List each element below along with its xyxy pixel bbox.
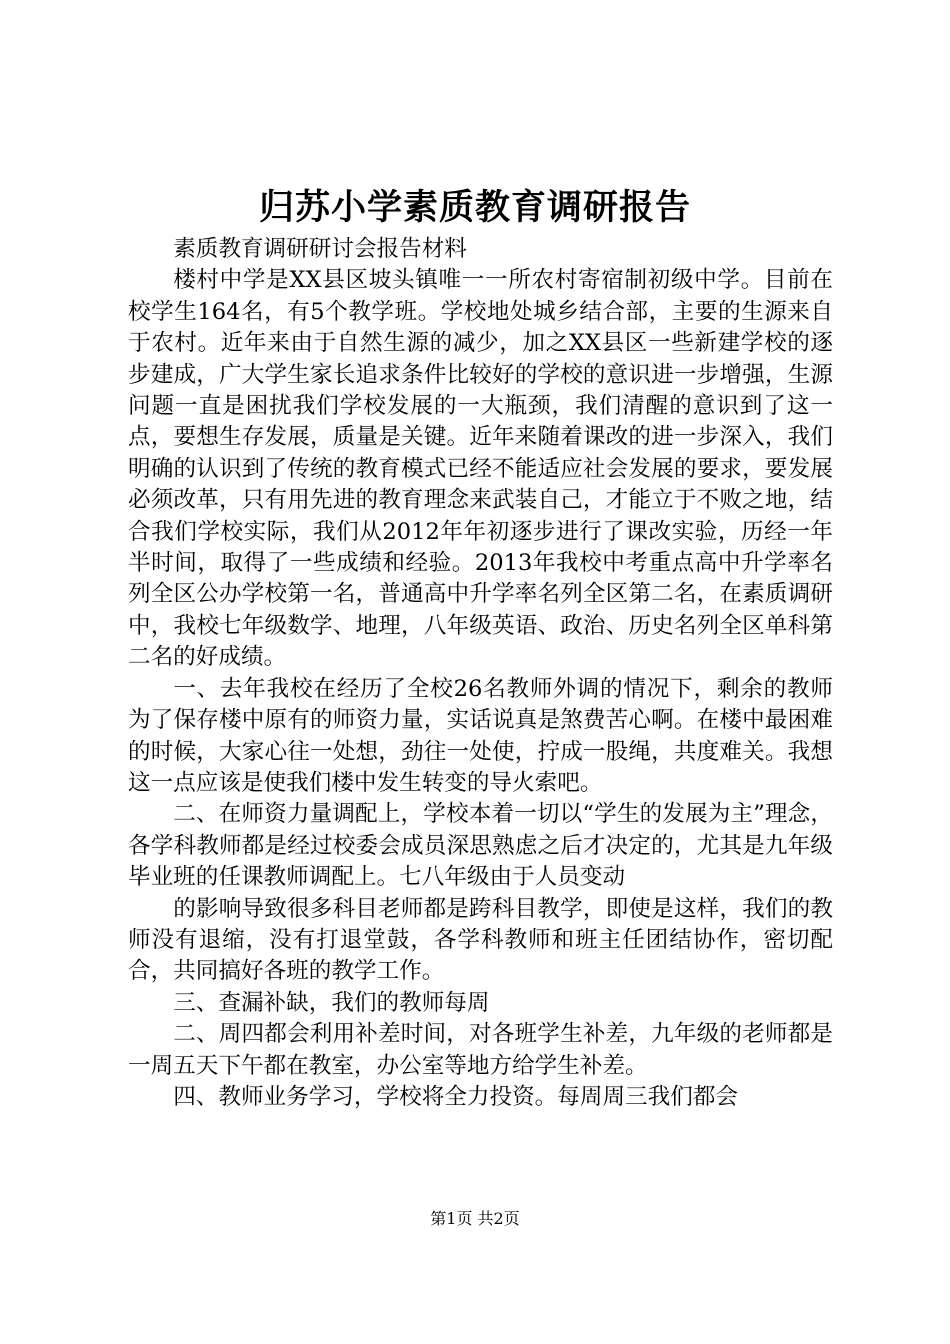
paragraph-section-1: 一、去年我校在经历了全校26名教师外调的情况下，剩余的教师为了保存楼中原有的师资力量，实话说真是煞费苦心啊。在楼中最困难的时候，大家心往一处想，劲往一处使，拧成一股绳，共度难关。我想这一点应该是使我们楼中发生转变的导火索吧。: [128, 675, 833, 796]
paragraph-subtitle: 素质教育调研研讨会报告材料: [173, 236, 467, 262]
document-body: [128, 234, 833, 1113]
page-footer: 第1页 共2页: [430, 1209, 520, 1228]
paragraph-intro: 楼村中学是XX县区坡头镇唯一一所农村寄宿制初级中学。目前在校学生164名，有5个教学班。学校地处城乡结合部，主要的生源来自于农村。近年来由于自然生源的减少，加之XX县区一些新建学校的逐步建成，广大学生家长追求条件比较好的学校的意识进一步增强，生源问题一直是困扰我们学校发展的一大瓶颈，我们清醒的意识到了这一点，要想生存发展，质量是关键。近年来随着课改的进一步深入，我们明确的认识到了传统的教育模式已经不能适应社会发展的要求，要发展必须改革，只有用先进的教育理念来武装自己，才能立于不败之地，结合我们学校实际，我们从2012年年初逐步进行了课改实验，历经一年半时间，取得了一些成绩和经验。2013年我校中考重点高中升学率名列全区公办学校第一名，普通高中升学率名列全区第二名，在素质调研中，我校七年级数学、地理，八年级英语、政治、历史名列全区单科第二名的好成绩。: [128, 267, 833, 671]
paragraph-section-2-continued: 的影响导致很多科目老师都是跨科目教学，即使是这样，我们的教师没有退缩，没有打退堂鼓，各学科教师和班主任团结协作，密切配合，共同搞好各班的教学工作。: [128, 895, 833, 985]
paragraph-section-4: 四、教师业务学习，学校将全力投资。每周周三我们都会: [173, 1083, 739, 1110]
document-title: 归苏小学素质教育调研报告: [258, 187, 691, 228]
paragraph-section-3-continued: 二、周四都会利用补差时间，对各班学生补差，九年级的老师都是一周五天下午都在教室，办公室等地方给学生补差。: [128, 1021, 833, 1079]
paragraph-section-2: 二、在师资力量调配上，学校本着一切以“学生的发展为主”理念，各学科教师都是经过校委会成员深思熟虑之后才决定的，尤其是九年级毕业班的任课教师调配上。七八年级由于人员变动: [128, 801, 833, 891]
paragraph-section-3: 三、查漏补缺，我们的教师每周: [173, 989, 490, 1016]
